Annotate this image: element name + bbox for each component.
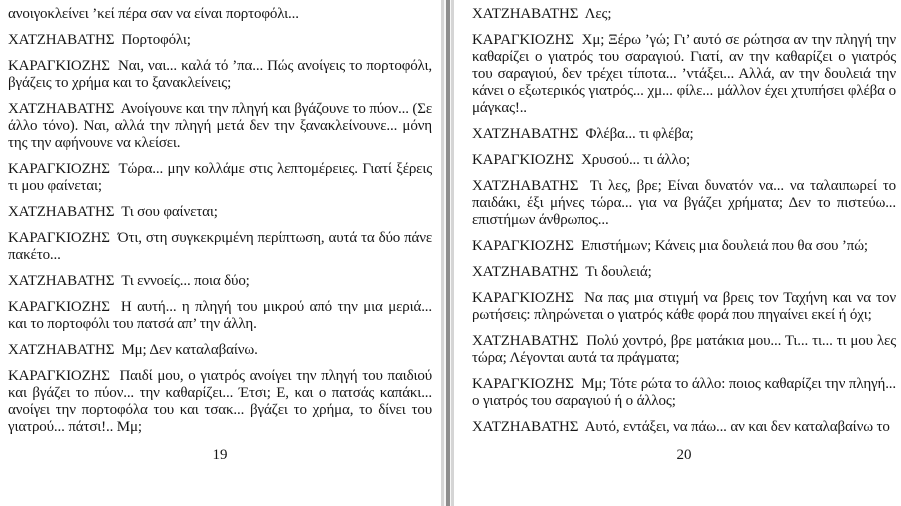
dialogue-paragraph: ΧΑΤΖΗΑΒΑΤΗΣ Ανοίγουνε και την πληγή και βγάζουνε το πύον... (Σε άλλο τόνο). Ναι, αλλά την πληγή μετά δεν την ξανακλείνουνε... μόνη της την αφήνουνε να κλείσει. — [8, 101, 432, 151]
speaker-name: ΚΑΡΑΓΚΙΟΖΗΣ — [8, 58, 110, 74]
speaker-name: ΚΑΡΑΓΚΙΟΖΗΣ — [472, 152, 574, 168]
speaker-name: ΚΑΡΑΓΚΙΟΖΗΣ — [472, 290, 574, 306]
dialogue-paragraph: ΧΑΤΖΗΑΒΑΤΗΣ Λες; — [472, 6, 612, 22]
page-text — [8, 6, 432, 445]
dialogue-paragraph: ΚΑΡΑΓΚΙΟΖΗΣ Ότι, στη συγκεκριμένη περίπτωση, αυτά τα δύο πάνε πακέτο... — [8, 230, 432, 263]
speaker-name: ΧΑΤΖΗΑΒΑΤΗΣ — [8, 342, 115, 358]
speaker-name: ΧΑΤΖΗΑΒΑΤΗΣ — [8, 273, 115, 289]
speaker-name: ΚΑΡΑΓΚΙΟΖΗΣ — [8, 299, 110, 315]
speaker-name: ΚΑΡΑΓΚΙΟΖΗΣ — [8, 230, 110, 246]
dialogue-paragraph: ΚΑΡΑΓΚΙΟΖΗΣ Μμ; Τότε ρώτα το άλλο: ποιος καθαρίζει την πληγή... ο γιατρός του σαραγιού ή ο άλλος; — [472, 376, 896, 409]
speaker-name: ΧΑΤΖΗΑΒΑΤΗΣ — [8, 101, 115, 117]
speaker-name: ΧΑΤΖΗΑΒΑΤΗΣ — [472, 264, 579, 280]
dialogue-paragraph: ΚΑΡΑΓΚΙΟΖΗΣ Ναι, ναι... καλά τό ’πα... Πώς ανοίγεις το πορτοφόλι, βγάζεις το χρήμα και το ξανακλείνεις; — [8, 58, 432, 91]
right-page — [455, 0, 901, 506]
dialogue-paragraph: ΚΑΡΑΓΚΙΟΖΗΣ Να πας μια στιγμή να βρεις τον Ταχήνη και να τον ρωτήσεις: πληρώνεται ο γιατρός κάθε φορά που πηγαίνει εκεί ή όχι; — [472, 290, 896, 323]
page-number: 20 — [676, 447, 692, 463]
speaker-name: ΚΑΡΑΓΚΙΟΖΗΣ — [472, 376, 574, 392]
dialogue-paragraph: ΧΑΤΖΗΑΒΑΤΗΣ Τι δουλειά; — [472, 264, 652, 280]
speaker-name: ΧΑΤΖΗΑΒΑΤΗΣ — [472, 126, 579, 142]
speaker-name: ΧΑΤΖΗΑΒΑΤΗΣ — [8, 204, 115, 220]
dialogue-paragraph: ΧΑΤΖΗΑΒΑΤΗΣ Φλέβα... τι φλέβα; — [472, 126, 694, 142]
speaker-name: ΚΑΡΑΓΚΙΟΖΗΣ — [472, 32, 574, 48]
dialogue-paragraph: ΚΑΡΑΓΚΙΟΖΗΣ Επιστήμων; Κάνεις μια δουλειά που θα σου ’πώ; — [472, 238, 868, 254]
dialogue-paragraph: ΧΑΤΖΗΑΒΑΤΗΣ Πορτοφόλι; — [8, 32, 191, 48]
speaker-name: ΧΑΤΖΗΑΒΑΤΗΣ — [472, 178, 579, 194]
dialogue-paragraph: ΧΑΤΖΗΑΒΑΤΗΣ Μμ; Δεν καταλαβαίνω. — [8, 342, 258, 358]
left-page — [0, 0, 440, 506]
page-number: 19 — [212, 447, 228, 463]
dialogue-paragraph: ΚΑΡΑΓΚΙΟΖΗΣ Χρυσού... τι άλλο; — [472, 152, 691, 168]
dialogue-paragraph: ΧΑΤΖΗΑΒΑΤΗΣ Τι λες, βρε; Είναι δυνατόν να... να ταλαιπωρεί το παιδάκι, έξι μήνες τώρα... για να βγάζει χρήματα; Δεν το πιστεύω... επιστήμων άνθρωπος... — [472, 178, 896, 228]
speaker-name: ΧΑΤΖΗΑΒΑΤΗΣ — [472, 333, 579, 349]
book-spine-divider — [440, 0, 455, 506]
page-text — [472, 6, 896, 445]
dialogue-paragraph: ΧΑΤΖΗΑΒΑΤΗΣ Τι εννοείς... ποια δύο; — [8, 273, 250, 289]
speaker-name: ΚΑΡΑΓΚΙΟΖΗΣ — [8, 161, 110, 177]
dialogue-paragraph: ανοιγοκλείνει ’κεί πέρα σαν να είναι πορτοφόλι... — [8, 6, 299, 22]
dialogue-paragraph: ΚΑΡΑΓΚΙΟΖΗΣ Χμ; Ξέρω ’γώ; Γι’ αυτό σε ρώτησα αν την πληγή την καθαρίζει ο γιατρός του σαραγιού. Γιατί, αν την καθαρίζει ο γιατρός του σαραγιού, δεν τρέχει τίποτα... ’ντάξει... Αλλά, αν την δουλειά την κάνει ο εξωτερικός γιατρός... χμ... φίλε... μάλλον έχει χτυπήσει φλέβα ο μάγκας!.. — [472, 32, 896, 116]
dialogue-paragraph: ΧΑΤΖΗΑΒΑΤΗΣ Αυτό, εντάξει, να πάω... αν και δεν καταλαβαίνω το — [472, 419, 890, 435]
dialogue-paragraph: ΧΑΤΖΗΑΒΑΤΗΣ Τι σου φαίνεται; — [8, 204, 218, 220]
speaker-name: ΧΑΤΖΗΑΒΑΤΗΣ — [472, 419, 579, 435]
dialogue-paragraph: ΚΑΡΑΓΚΙΟΖΗΣ Η αυτή... η πληγή του μικρού από την μια μεριά... και το πορτοφόλι του πατσά απ’ την άλλη. — [8, 299, 432, 332]
dialogue-paragraph: ΚΑΡΑΓΚΙΟΖΗΣ Παιδί μου, ο γιατρός ανοίγει την πληγή του παιδιού και βγάζει το πύον... την καθαρίζει... Έτσι; Ε, και ο πατσάς καπάκι... ανοίγει την πορτοφόλα του και τσακ... βγάζει το χρήμα, το δίνει του γιατρού... πάτσι!.. Μμ; — [8, 368, 432, 435]
dialogue-paragraph: ΧΑΤΖΗΑΒΑΤΗΣ Πολύ χοντρό, βρε ματάκια μου... Τι... τι... τι μου λες τώρα; Λέγονται αυτά τα πράγματα; — [472, 333, 896, 366]
speaker-name: ΧΑΤΖΗΑΒΑΤΗΣ — [8, 32, 115, 48]
speaker-name: ΚΑΡΑΓΚΙΟΖΗΣ — [472, 238, 574, 254]
speaker-name: ΚΑΡΑΓΚΙΟΖΗΣ — [8, 368, 110, 384]
dialogue-paragraph: ΚΑΡΑΓΚΙΟΖΗΣ Τώρα... μην κολλάμε στις λεπτομέρειες. Γιατί ξέρεις τι μου φαίνεται; — [8, 161, 432, 194]
speaker-name: ΧΑΤΖΗΑΒΑΤΗΣ — [472, 6, 579, 22]
